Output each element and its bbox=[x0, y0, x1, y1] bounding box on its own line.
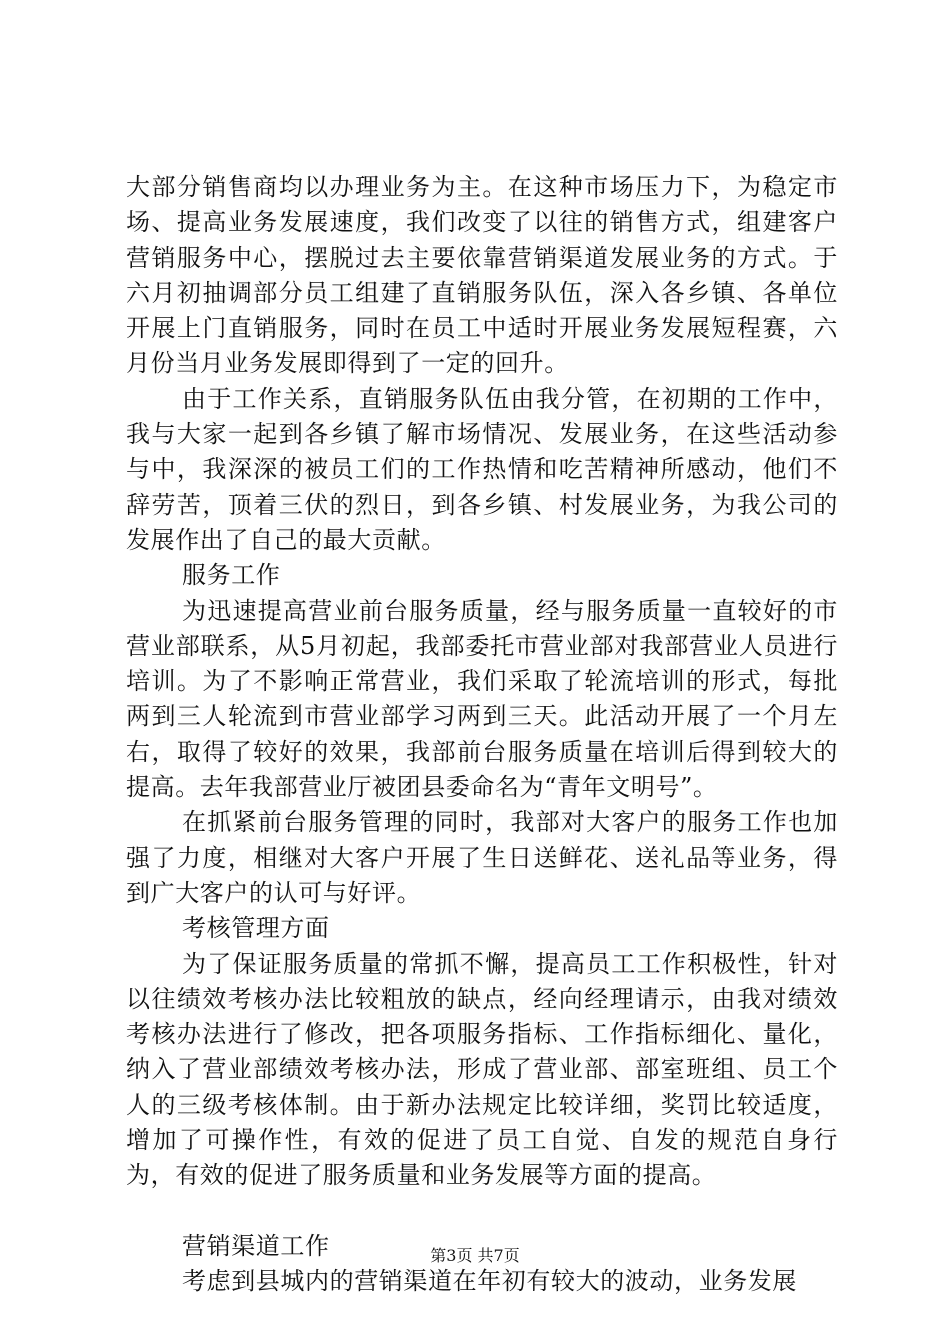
page-number: 第3页 共7页 bbox=[430, 1246, 520, 1265]
paragraph: 为了保证服务质量的常抓不懈，提高员工工作积极性，针对以往绩效考核办法比较粗放的缺点，经向经理请示，由我对绩效考核办法进行了修改，把各项服务指标、工作指标细化、量化，纳入了营业部绩效考核办法，形成了营业部、部室班组、员工个人的三级考核体制。由于新办法规定比较详细，奖罚比较适度，增加了可操作性，有效的促进了员工自觉、自发的规范自身行为，有效的促进了服务质量和业务发展等方面的提高。 bbox=[126, 949, 838, 1190]
page-footer bbox=[0, 1246, 950, 1266]
paragraph: 考虑到县城内的营销渠道在年初有较大的波动，业务发展 bbox=[182, 1266, 797, 1295]
paragraph: 由于工作关系，直销服务队伍由我分管，在初期的工作中，我与大家一起到各乡镇了解市场情况、发展业务，在这些活动参与中，我深深的被员工们的工作热情和吃苦精神所感动，他们不辞劳苦，顶着三伏的烈日，到各乡镇、村发展业务，为我公司的发展作出了自己的最大贡献。 bbox=[126, 384, 838, 554]
section-heading: 考核管理方面 bbox=[182, 914, 330, 943]
section-heading: 营销渠道工作 bbox=[182, 1231, 330, 1260]
paragraph: 在抓紧前台服务管理的同时，我部对大客户的服务工作也加强了力度，相继对大客户开展了生日送鲜花、送礼品等业务，得到广大客户的认可与好评。 bbox=[126, 808, 838, 907]
document-body bbox=[126, 170, 838, 1299]
blank-line bbox=[126, 1194, 838, 1229]
paragraph: 大部分销售商均以办理业务为主。在这种市场压力下，为稳定市场、提高业务发展速度，我们改变了以往的销售方式，组建客户营销服务中心，摆脱过去主要依靠营销渠道发展业务的方式。于六月初抽调部分员工组建了直销服务队伍，深入各乡镇、各单位开展上门直销服务，同时在员工中适时开展业务发展短程赛，六月份当月业务发展即得到了一定的回升。 bbox=[126, 173, 838, 378]
section-heading: 服务工作 bbox=[182, 561, 281, 590]
paragraph: 为迅速提高营业前台服务质量，经与服务质量一直较好的市营业部联系，从5月初起，我部委托市营业部对我部营业人员进行培训。为了不影响正常营业，我们采取了轮流培训的形式，每批两到三人轮流到市营业部学习两到三天。此活动开展了一个月左右，取得了较好的效果，我部前台服务质量在培训后得到较大的提高。去年我部营业厅被团县委命名为“青年文明号”。 bbox=[126, 596, 838, 802]
